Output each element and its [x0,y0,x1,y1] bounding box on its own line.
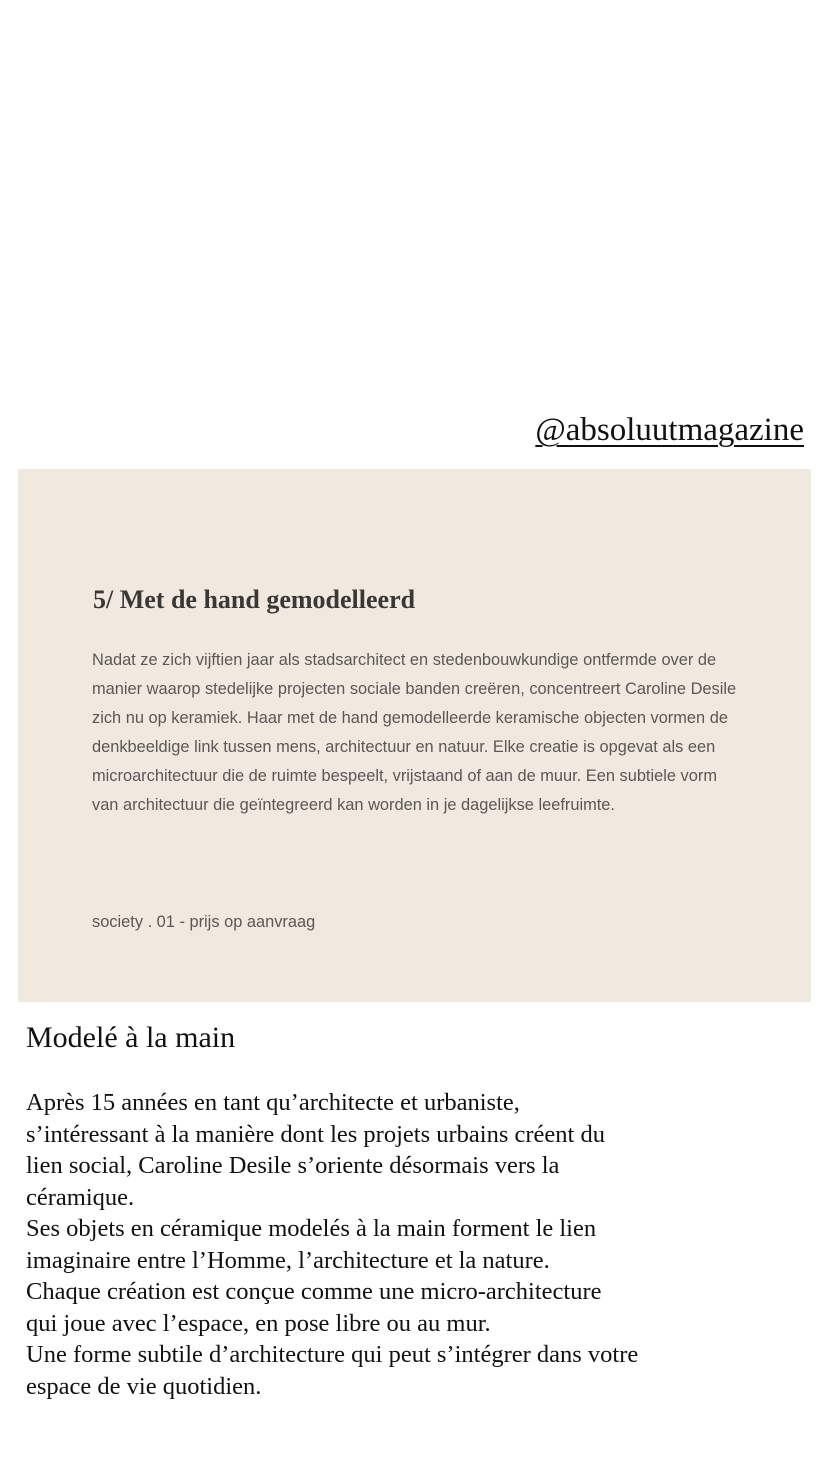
translation-line: Chaque création est conçue comme une micro-architecture [26,1278,602,1305]
article-heading: 5/ Met de hand gemodelleerd [93,585,416,614]
translation-line: Ses objets en céramique modelés à la main forment le lien [26,1215,597,1242]
translation-line: imaginaire entre l’Homme, l’architecture et la nature. [26,1246,550,1274]
translation-line: Après 15 années en tant qu’architecte et urbaniste, [26,1089,520,1116]
translation-title: Modelé à la main [26,1021,236,1054]
article-screenshot [18,469,811,1002]
translation-line: lien social, Caroline Desile s’oriente désormais vers la [26,1152,560,1179]
article-body: Nadat ze zich vijftien jaar als stadsarchitect en stedenbouwkundige ontfermde over de manier waarop stedelijke projecten sociale banden creëren, concentreert Caroline Desile zich nu op keramiek. Haar met de hand gemodelleerde keramische objecten vormen de denkbeeldige link tussen mens, architectuur en natuur. Elke creatie is opgevat als een microarchitectuur die de ruimte bespeelt, vrijstaand of aan de muur. Een subtiele vorm van architectuur die geïntegreerd kan worden in je dagelijkse leefruimte. [92,651,737,814]
translation-body [26,1087,806,1402]
translation-line: s’intéressant à la manière dont les projets urbains créent du [26,1120,605,1148]
translation-line: Une forme subtile d’architecture qui peut s’intégrer dans votre [26,1341,639,1368]
article-product-meta: society . 01 - prijs op aanvraag [92,913,316,931]
mention-link[interactable]: @absoluutmagazine [535,412,804,448]
translation-line: qui joue avec l’espace, en pose libre ou au mur. [26,1309,491,1337]
translation-line: céramique. [26,1183,135,1211]
translation-line: espace de vie quotidien. [26,1372,262,1400]
